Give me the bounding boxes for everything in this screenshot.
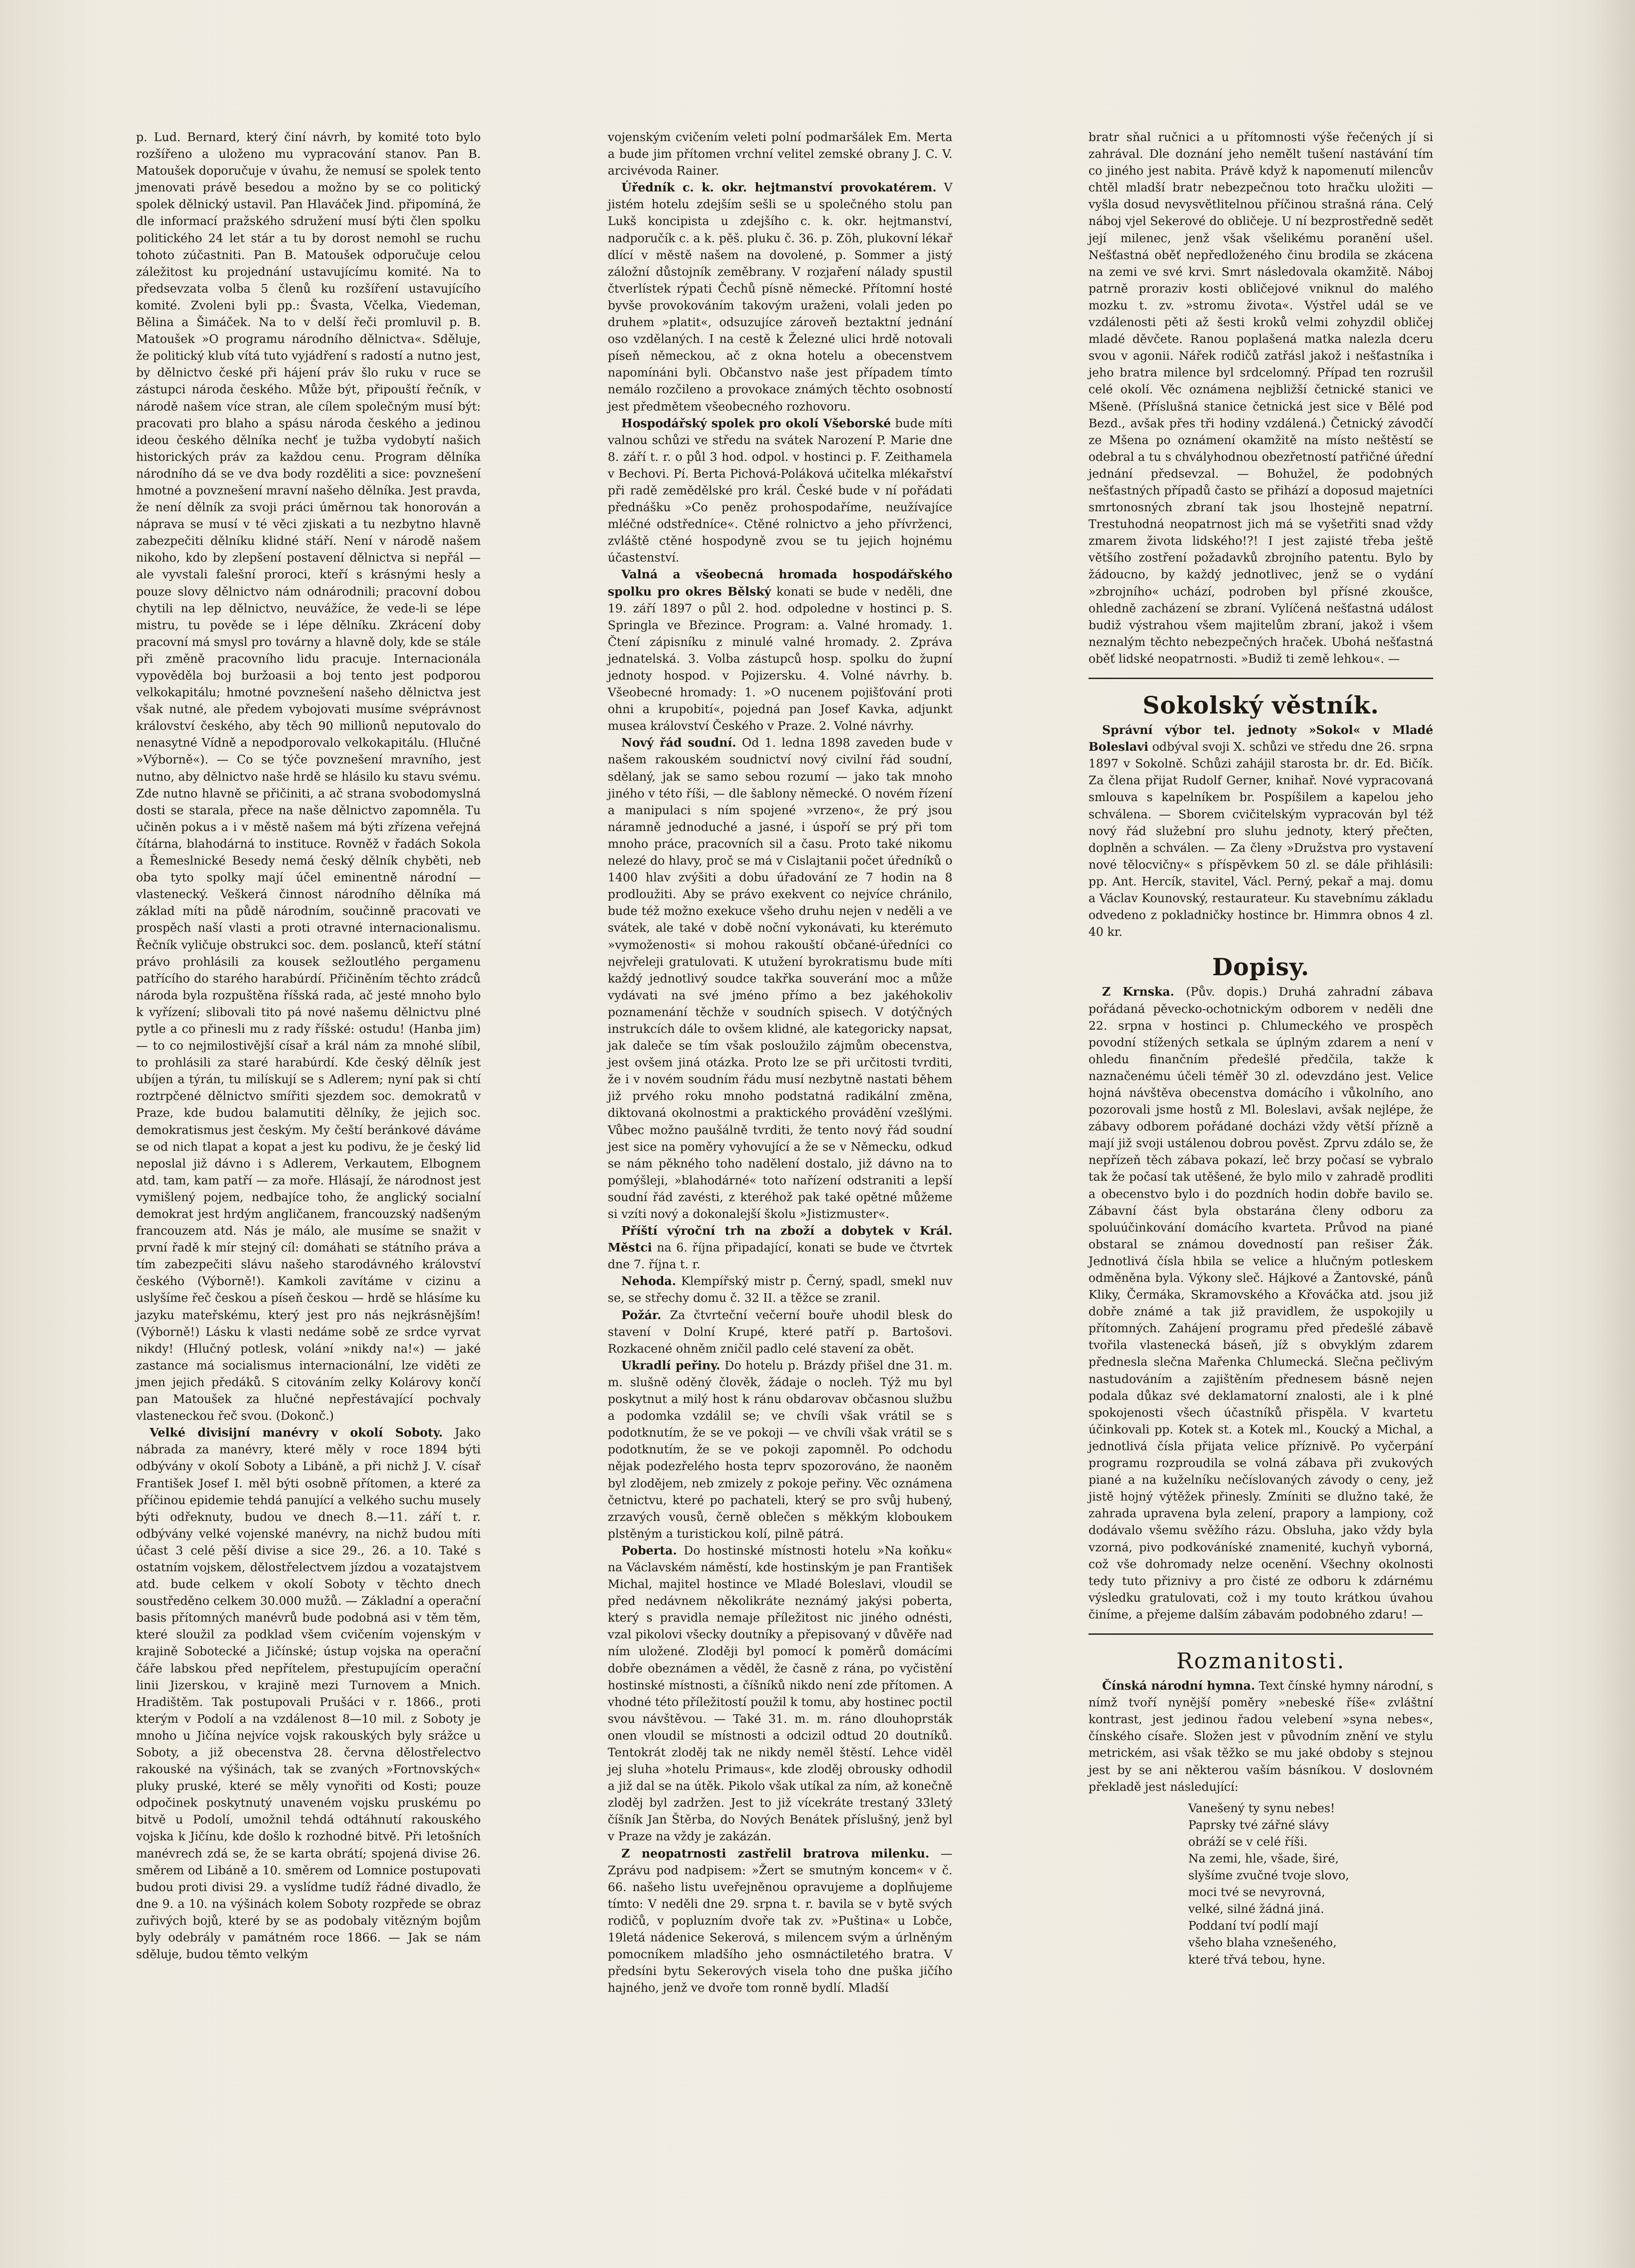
article-text: (Pův. dopis.) Druhá zahradní zábava pořádaná pěvecko-ochotnickým odborem v neděli dne 22. srpna v hostinci p. Chlumeckého ve prospěch povodní stížených setkala se úplným zdarem a není v ohledu finančním předešlé předčila, takže k naznačenému účeli téměř 30 zl. odevzdáno jest. Velice hojná návštěva obecenstva domácího i vůkolního, ano pozorovali jsme hostů z Ml. Boleslavi, avšak nejlépe, že zábavy odborem pořádané docházi vždy větší přízně a mají již svoji ustálenou dobrou pověst. Zprvu zdálo se, že nepřízeň těch zábava pokazí, leč brzy počasí se vybralo tak že počasí tak utěšené, že bylo milo v zahradě prodliti a obecenstvo bylo i do pozdních hodin dobře bavilo se. Zábavní část byla obstarána členy odboru za spoluúčinkování domácího kvarteta. Průvod na piané obstaral se známou dovedností pan rešiser Žák. Jednotlivá čísla hbila se velice a hlučným potleskem odměněna byla. Výkony sleč. Hájkové a Žantovské, pánů Kliky, Čermáka, Skramovského a Křováčka atd. jsou již dobře známé a tak již pravidlem, že uspokojily u přítomných. Zahájení programu před předešlé zábavě tvořila vlastenecká báseň, jíž s obvyklým zdarem přednesla slečna Mařenka Chlumecká. Slečna pečlivým nastudováním a zajištěním přednesem básně nejen podala důkaz své deklamatorní znalosti, ale i k plné spokojenosti všech účastníků přispěla. V kvartetu účinkovali pp. Kotek st. a Kotek ml., Koucký a Michal, a jednotlivá čísla přijata velice příznivě. Po vyčerpání programu rozproudila se volná zábava při zvukových piané a na kuželníku nečíslovaných závody o ceny, jež jistě hojný výtěžek přinesly. Zmíniti se dlužno také, že zahrada upravena byla zelení, prapory a lampiony, což dodávalo všemu svěžího rázu. Obsluha, jako vždy byla vzorná, pivo podkováníské znamenité, kuchyň vyborná, což vše dohromady nelze ocenění. Všechny okolnosti tedy tuto přiznivy a pro čisté ze odboru k zdárnému výsledku gratulovati, což i my touto krátkou úvahou činíme, a přejeme dalším zábavám podobného zdaru! —	[1088, 985, 1433, 1622]
article	[608, 415, 952, 567]
section-divider	[1088, 1633, 1433, 1635]
poem-line: slyšíme zvučné tvoje slovo,	[1188, 1869, 1349, 1883]
article-heading: Z neopatrnosti zastřelil bratrova milenku.	[621, 1847, 929, 1861]
poem-line: obráží se v celé říši.	[1188, 1835, 1308, 1849]
poem-line: Poddaní tví podlí mají	[1188, 1919, 1318, 1933]
article-text: V jistém hotelu zdejším sešli se u společného stolu pan Lukš koncipista u zdejšího c. k. okr. hejtmanství, nadporučík c. a k. pěš. pluku č. 36. p. Zöh, plukovní lékař dlící v městě našem na dovolené, p. Sommer a jistý záložní důstojník zeměbrany. V rozjaření nálady spustil čtverlístek rýpati Čechů písně německé. Přítomní hosté byvše provokováním takovým uraženi, volali jeden po druhem »platit«, odsuzujíce zároveň beztaktní jednání oso vzdělaných. I na cestě k Železné ulici hrdě notovali píseň německou, ač z okna hotelu a obecenstvem napomínáni byli. Občanstvo naše jest případem tímto nemálo rozčileno a provokace známých těchto osobností jest předmětem všeobecného rozhovoru.	[608, 181, 953, 414]
article-heading: Nehoda.	[621, 1275, 676, 1289]
article	[608, 1307, 952, 1358]
poem-line: Vanešený ty synu nebes!	[1188, 1801, 1335, 1815]
article-text: Od 1. ledna 1898 zaveden bude v našem rakouském soudnictví nový civilní řád soudní, sdělaný, jak se samo sebou rozumí — jako tak mnoho jiného v této říši, — dle šablony německé. O novém řízení a manipulaci s ním spojené »vrzeno«, že prý jsou náramně jednoduché a jasné, i úspoří se prý při tom mnoho práce, pracovních sil a času. Proto také nikomu nelezé do hlavy, proč se má v Cislajtanii počet úředníků o 1400 hlav zvýšiti a dobu úřadování ze 7 hodin na 8 prodloužiti. Aby se právo exekvent co nejvíce chránilo, bude též možno exekuce všeho druhu nejen v neděli a ve svátek, ale také v době noční vykonávati, ku kterémuto »vymoženosti« si mohou rakouští občané-úředníci co nejvřeleji gratulovati. K utužení byrokratismu bude míti každý jednotlivý soudce takřka souverání moc a může vydávati na své jméno přímo a bez jakéhokoliv poznamenání těchže v soudních spisech. V dotýčných instrukcích dále to ovšem klidné, ale kategoricky napsat, jak daleče se tím však posloužilo zájmům obecenstva, jest ovšem jiná otázka. Proto lze se při určitosti tvrditi, že i v novém soudním řádu musí nezbytně nastati během již prvého roku mnoho podstatná radikální změna, diktovaná okolnostmi a praktického provádění vzešlými. Vůbec možno paušálně tvrditi, že tento nový řád soudní jest sice na poměry vyhovující a že se v Německu, odkud se nám pěkného toho nadělení dostalo, již dávno na to pomýšleji, »blahodárné« toto nařízení odstraniti a lepší soudní řád zavésti, z kteréhož pak také opětné můžeme si vzíti nový a dokonalejší školu »Jistizmuster«.	[608, 736, 952, 1221]
column-middle	[608, 129, 952, 1997]
poem-line: Paprsky tvé zářné slávy	[1188, 1818, 1329, 1832]
article-heading: Čínská národní hymna.	[1102, 1679, 1255, 1693]
column-left	[136, 129, 481, 1963]
article-heading: Hospodářský spolek pro okolí Všeborské	[621, 416, 891, 430]
page-right-shadow	[1587, 0, 1635, 2268]
section-divider	[1088, 678, 1433, 679]
article-text: p. Lud. Bernard, který činí návrh, by komité toto bylo rozšířeno a uloženo mu vypracování stanov. Pan B. Matoušek doporučuje v úvahu, že nemusí se spolek tento jmenovati právě besedou a možno by se co politický spolek dělnický ustavil. Pan Hlaváček Jind. připomíná, že dle informací pražského sdružení musí býti člen spolku politického 24 let stár a tu by dorost nemohl se ruchu tohoto zúčastniti. Pan B. Matoušek odporučuje celou záležitost ku projednání ustavujícímu komité. Na to předsevzata volba 5 členů ku rozšíření ustavujícího komité. Zvoleni byli pp.: Švasta, Včelka, Viedeman, Bělina a Šimáček. Na to v delší řeči promluvil p. B. Matoušek »O programu národního dělnictva«. Sděluje, že politický klub vítá tuto vyjádření s radostí a nutno jest, by dělnictvo české při hájení práv šlo ruku v ruce se zástupci národa českého. Může být, připouští řečník, v národě našem více stran, ale cílem společným musí být: pracovati pro blaho a spásu národa českého a jedinou ideou českého dělníka nechť je tužba vydobytí našich historických práv za každou cenu. Program dělníka národního dá se ve dva body rozděliti a sice: povznešení hmotné a povznešení mravní našeho dělníka. Jest pravda, že není dělník za svoji práci úměrnou tak honorován a náprava se musí v té věci zjiskati a tu nezbytno hlavně zabezpečiti dělníku klidné stáří. Není v národě našem nikoho, kdo by zlepšení postavení dělnictva si nepřál — ale vyvstali falešní proroci, kteří s krásnými hesly a pouze slovy dělnictvo nám odnárodnili; pracovní dobou chytili na lep dělnictvo, neuvážíce, že vede-li se lépe mistru, tu pověde se i lépe dělníku. Zkrácení doby pracovní má smysl pro továrny a hlavně doly, kde se stále při změně pracovního lidu pracuje. Internacionála vypověděla boj buržoasii a boj tento jest podporou velkokapitálu; hmotné povznešení našeho dělnictva jest však nutné, ale předem vybojovati musíme svéprávnost království českého, aby těch 90 millionů neputovalo do nenasytné Vídně a nepodporovalo velkokapitálu. (Hlučné »Výborně«). — Co se týče povznešení mravního, jest nutno, aby dělnictvo naše hrdě se hlásilo ku stavu svému. Zde nutno hlavně se přičiniti, a ač strana svobodomyslná dosti se starala, přece na naše dělnictvo zapomněla. Tu učiněn pokus a i v městě našem má býti zřízena veřejná čítárna, blahodárná to instituce. Rovněž v řadách Sokola a Řemeslnické Besedy nemá český dělník chyběti, neb oba tyto spolky mají účel eminentně národní — vlastenecký. Veškerá činnost národního dělníka má základ míti na půdě národním, součinně pracovati ve prospěch naší vlasti a proti otravné internacionalismu. Řečník vyličuje obstrukci soc. dem. poslanců, kteří státní právo prohlásili za kousek sežloutlého pergamenu patřícího do starého harabúrdí. Přičiněním těchto zrádců národa byla rozpuštěna říšská rada, ač jesté mnoho bylo k vyřízení; slibovali tito pá nové našemu dělnictvu plné pytle a co přinesli mu z rady říšské: ostudu! (Hanba jim) — to co nejmilostivější císař a král nám za mnohé slíbil, to prohlásili za staré harabúrdí. Kde český dělník jest ubíjen a týrán, tu milískují se s Adlerem; nyní pak si chtí roztrpčené dělnictvo smířiti sjezdem soc. demokratů v Praze, kde budou balamutiti dělníky, že jejich soc. demokratismus jest českým. My čeští beránkové dáváme se od nich tlapat a kopat a jest ku podivu, že je český lid neposlal již dávno i s Adlerem, Verkautem, Elbognem atd. tam, kam patří — za moře. Hlásají, že národnost jest vymišlený pojem, nedbajíce toho, že anglický socialní demokrat jest hrdým angličanem, francouzský nadšeným francouzem atd. Nás je málo, ale musíme se snažit v první řadě k mír stejný cíl: domáhati se státního práva a tím zabezpečiti slávu našeho starodávného království českého (Výborně!). Kamkoli zavítáme v cizinu a uslyšíme řeč českou a píseň českou — hrdě se hlásíme ku jazyku mateřskému, který jest pro nás nejkrásnějším! (Výborně!) Lásku k vlasti nedáme sobě ze srdce vyrvat nikdy! (Hlučný potlesk, volání »nikdy na!«) — jaké zastance má socialismus internacionální, lze viděti ze jmen jejich předáků. S citováním zelky Kolárovy končí pan Matoušek za hlučné nepřestávající pochvaly vlasteneckou řeč svou. (Dokonč.)	[136, 131, 481, 1423]
article-text: vojenským cvičením veleti polní podmaršálek Em. Merta a bude jim přítomen vrchní velitel zemské obrany J. C. V. arcivévoda Rainer.	[608, 131, 952, 178]
article	[136, 1425, 481, 1963]
article-heading: Požár.	[621, 1308, 662, 1322]
article	[608, 567, 952, 735]
article-heading: Poberta.	[621, 1544, 677, 1558]
article-text: bratr sňal ručnici a u přítomnosti výše řečených jí si zahrával. Dle doznání jeho nemělt tušení nastávání tím co jiného jest nabita. Právě když k napomenutí milencův chtěl mladší bratr nebezpečnou toto hračku uložiti — vyšla dosud nevysvětlitelnou příčinou strašná rána. Celý náboj vjel Sekerové do obličeje. U ní bezprostředně sedět její milenec, jenž však všelikému poranění ušel. Nešťastná oběť nepředloženého činu brodila se zkácena na zemi ve své krvi. Smrt následovala okamžitě. Náboj patrně proraziv kosti obličejové vniknul do malého mozku t. zv. »stromu života«. Výstřel udál se ve vzdálenosti pěti až šesti kroků velmi zohyzdil obličej mladé děvčete. Ranou poplašená matka nalezla dceru svou v agonii. Nářek rodičů zatřásl jakož i nešťastníka i jeho bratra milence byl srdcelomný. Případ ten rozrušil celé okolí. Věc oznámena nejbližší četnické stanici ve Mšeně. (Příslušná stanice četnická jest sice v Bělé pod Bezd., avšak přes tři hodiny vzdálená.) Četnický závodčí ze Mšena po oznámení okamžitě na místo neštěstí se odebral a tu s chvályhodnou obezřetností patřičné úřední jednání předsevzal. — Bohužel, že podobných nešťastných případů často se přihází a doposud majetníci smrtonosných zbraní tak jsou lhostejně nepatrní. Trestuhodná neopatrnost jich má se vyšetřiti snad vždy zmarem života lidského!?! I jest zajisté třeba ještě většího zostření požadavků zbrojního patentu. Bylo by žádoucno, by každý jednotlivec, jenž se o vydání »zbrojního« uchází, podroben byl přísné zkoušce, ohledně zacházení se zbraní. Vylíčená nešťastná událost budiž výstrahou všem majitelům zbraní, jakož i všem neznalým těchto nebezpečných hraček. Ubohá nešťastná oběť lidské neopatrnosti. »Budiž ti země lehkou«. —	[1088, 131, 1433, 666]
poem-line: všeho blaha vznešeného,	[1188, 1936, 1337, 1950]
article-heading: Valná a všeobecná hromada hospodářského spolku pro okres Bělský	[608, 568, 952, 599]
poem	[1188, 1800, 1433, 1969]
article-text: Klempířský mistr p. Černý, spadl, smekl nuv se, se střechy domu č. 32 II. a těžce se zranil.	[608, 1275, 953, 1305]
article-text: konati se bude v neděli, dne 19. září 1897 o půl 2. hod. odpoledne v hostinci p. S. Springla ve Březince. Program: a. Valné hromady. 1. Čtení zápisníku z minulé valné hromady. 2. Zpráva jednatelská. 3. Volba zástupců hosp. spolku do župní jednoty hospod. v Pojizersku. 4. Volné návrhy. b. Všeobecné hromady: 1. »O nucenem pojišťování proti ohni a krupobití«, pojedná pan Josef Kavka, adjunkt musea království Českého v Praze. 2. Volné návrhy.	[608, 585, 952, 733]
article-heading: Úředník c. k. okr. hejtmanství provokatérem.	[621, 181, 937, 195]
article-text: na 6. října připadající, konati se bude ve čtvrtek dne 7. října t. r.	[608, 1241, 953, 1272]
article-heading: Ukradlí peřiny.	[621, 1359, 721, 1373]
section-heading-rozmanitosti: Rozmanitosti.	[1176, 1648, 1346, 1674]
article-heading: Z Krnska.	[1102, 985, 1175, 999]
poem-line: moci tvé se nevyrovná,	[1188, 1886, 1326, 1900]
article-text: bude míti valnou schůzi ve středu na svátek Narození P. Marie dne 8. září t. r. o půl 3 hod. odpol. v hostinci p. F. Zeithamela v Bechovi. Pí. Berta Pichová-Poláková učitelka mlékařství při radě zemědělské pro král. České bude v ní pořádati přednášku »Co peněz prohospodaříme, neužívajíce mléčné odstředníce«. Ctěné rolnictvo a jeho přívrženci, zvláště ctěné hospodyně zvou se tu jejich hojnému účastenství.	[608, 416, 952, 565]
article-heading: Nový řád soudní.	[621, 736, 737, 750]
article-heading: Příští výroční trh na zboží a dobytek v Král. Městci	[608, 1224, 952, 1255]
article	[1088, 1678, 1433, 1796]
article-heading: Správní výbor tel. jednoty »Sokol« v Mladé Boleslavi	[1088, 723, 1433, 754]
article	[608, 735, 952, 1223]
article	[608, 1223, 952, 1273]
article	[608, 1543, 952, 1846]
article-text: Jako nábrada za manévry, které měly v roce 1894 býti odbývány v okolí Soboty a Libáně, a při nichž J. V. císař František Josef I. měl býti osobně přítomen, a které za příčinou epidemie tehdá panující a velkého suchu musely býti odřeknuty, budou ve dnech 8.—11. září t. r. odbývány velké vojenské manévry, na nichž budou míti účast 3 celé pěší divise a sice 29., 26. a 10. Také s ostatním vojskem, dělostřelectvem jízdou a vozatajstvem atd. bude celkem v okolí Soboty v těchto dnech soustředěno celkem 30.000 mužů. — Základní a operační basis přítomných manévrů bude podobná asi v těm těm, které sloužil za podklad všem cvičením vojenským v krajině Sobotecké a Jičínské; ústup vojska na operační čáře labskou před nepřítelem, přestupujícím operační linii Jizerskou, v krajině mezi Turnovem a Mnich. Hradištěm. Tak postupovali Prušáci v r. 1866., proti kterým v Podolí a na vzdálenost 8—10 mil. z Soboty je mnoho u Jičína nejvíce vojsk rakouských byly srážce u Soboty, a již obecenstva 28. června dělostřelectvo rakouské na výšinách, tak se zvaných »Fortnovských« pluky pruské, které se měly vynořiti od Kosti; pouze odpočinek poskytnutý unaveném vojsku pruskému po bitvě u Podolí, umožnil tehdá odtáhnutí rakouského vojska k Jičínu, kde došlo k rozhodné bitvě. Při letošních manévrech zdá se, že se karta obrátí; spojená divise 26. směrem od Libáně a 10. směrem od Lomnice postupovati budou proti divisi 29. a vyslídme tudíž řádné divadlo, že dne 9. a 10. na výšinách kolem Soboty rozpřede se obraz zuřivých bojů, které by se as podobaly vitězným bojům byly odebrály v památném roce 1866. — Jak se nám sděluje, budou těmto velkým	[136, 1426, 481, 1962]
poem-line: které třvá tebou, hyne.	[1188, 1953, 1326, 1967]
section-heading-dopisy: Dopisy.	[1212, 953, 1310, 982]
article	[608, 180, 952, 415]
article	[608, 1273, 952, 1307]
article-text: Do hostinské místnosti hotelu »Na koňku« na Václavském náměstí, kde hostinským je pan František Michal, majitel hostince ve Mladé Boleslavi, vloudil se před nedávnem několikráte neznámý jakýsi poberta, který s pravidla nemaje příležitost nic jiného odnésti, vzal pikolovi všecky doutníky a přepisovaný v důvěře nad ním uložené. Zloději byl pomocí k poměrů domácími dobře obeznámen a věděl, že časně z rána, po vyčistění hostinské místnosti, a číšníků nikdo není zde přítomen. A vhodné této příležitostí použil k tomu, aby hostinec poctil svou návštěvou. — Také 31. m. m. ráno dlouhoprsták onen vloudil se místnosti a odcizil odtud 20 doutníků. Tentokrát zloděj tak ne nikdy neměl štěstí. Lehce viděl jej sluha »hotelu Primaus«, kde zloděj obrousky odhodil a již dal se na útěk. Pikolo však utíkal za ním, až konečně zloděj byl zadržen. Jest to již vícekráte trestaný 33letý číšník Jan Štěrba, do Nových Benátek příslušný, jenž byl v Praze na vždy je zakázán.	[608, 1544, 952, 1844]
article-text: Text čínské hymny národní, s nímž tvoří nynější poměry »nebeské říše« zvláštní kontrast, jest jedinou řadou velebení »syna nebes«, čínského císaře. Složen jest v původním znění ve stylu metrickém, asi však těžko se mu jaké obdoby s stejnou jest by se ani některou vaším básníkou. V doslovném překladě jest následující:	[1088, 1679, 1433, 1794]
column-right	[1088, 129, 1433, 1969]
poem-line: Na zemi, hle, všade, širé,	[1188, 1852, 1339, 1866]
poem-line: velké, silné žádná jiná.	[1188, 1902, 1324, 1916]
section-heading-sokol: Sokolský věstník.	[1142, 692, 1379, 719]
article	[608, 1358, 952, 1543]
article	[608, 1846, 952, 1997]
article-text: — Zprávu pod nadpisem: »Žert se smutným koncem« v č. 66. našeho listu uveřejněnou opravujeme a doplňujeme tímto: V neděli dne 29. srpna t. r. bavila se v bytě svých rodičů, v popluzním dvoře tak zv. »Puština« u Lobče, 19letá nádenice Sekerová, s milencem svým a úrlněným pomocníkem mladšího jeho osmnáctiletého bratra. V předsíni bytu Sekerových visela toho dne puška jičího hajného, jenž ve dvoře tom ronně bydlí. Mladší	[608, 1847, 953, 1995]
article	[1088, 984, 1433, 1623]
article	[1088, 722, 1433, 941]
article-heading: Velké divisijní manévry v okolí Soboty.	[150, 1426, 443, 1440]
article-text: Za čtvrteční večerní bouře uhodil blesk do stavení v Dolní Krupé, které patří p. Bartošovi. Rozkacené ohněm zničil padlo celé stavení za obět.	[608, 1308, 952, 1356]
article-text: odbýval svoji X. schůzi ve středu dne 26. srpna 1897 v Sokolně. Schůzi zahájil starosta br. dr. Ed. Bičík. Za člena přijat Rudolf Gerner, knihař. Nové vypracovaná smlouva s kapelníkem br. Pospíšilem a kapelou jeho schválena. — Sborem cvičitelským vypracován byl též nový řád služební pro sluhu jednoty, který přečten, doplněn a schválen. — Za členy »Družstva pro vystavení nové tělocvičny« s příspěvkem 50 zl. se dále přihlásili: pp. Ant. Hercík, stavitel, Václ. Perný, pekař a maj. domu a Václav Kounovský, restaurateur. Ku stavebnímu základu odvedeno z pokladničky hostince br. Himmra obnos 4 zl. 40 kr.	[1088, 740, 1434, 939]
article-text: Do hotelu p. Brázdy přišel dne 31. m. m. slušně oděný člověk, žádaje o nocleh. Týž mu byl poskytnut a milý host k ránu obdarovav občasnou službu a podomka vzdálil se; ve chvíli však vrátil se s podotknutím, že se ve pokoji — ve chvíli však vrátil se s podotknutím, že se ve pokoji zapomněl. Po odchodu nějak podezřelého hosta teprv spozorováno, že naoněm byl zlodějem, neb zmizely z pokoje peřiny. Věc oznámena četnictvu, které po pachateli, který se pro svůj hubený, zrzavých vousů, černě oblečen s měkkým kloboukem plstěným a turistickou kolí, pilně pátrá.	[608, 1359, 952, 1541]
